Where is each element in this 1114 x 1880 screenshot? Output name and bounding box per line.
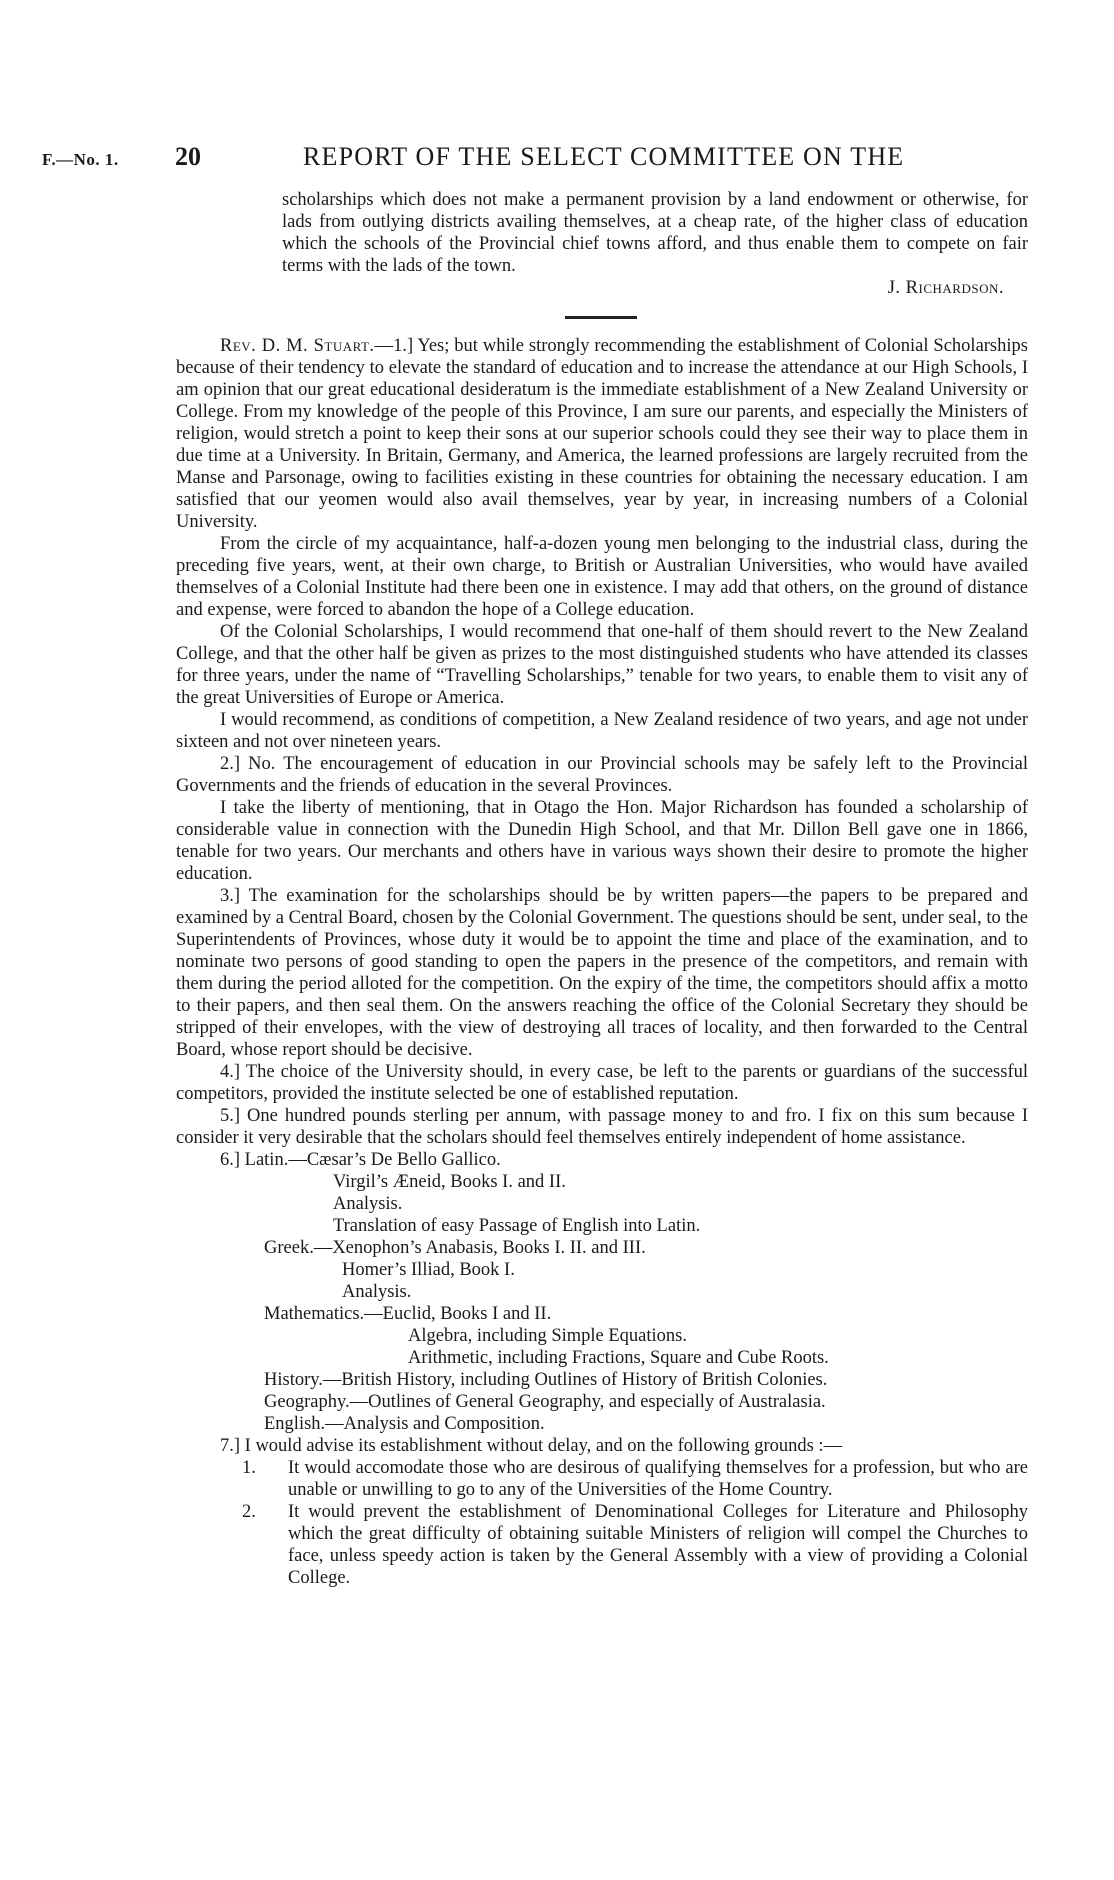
document-reference: F.—No. 1. xyxy=(42,150,119,169)
syllabus-item: Arithmetic, including Fractions, Square and Cube Roots. xyxy=(408,1348,829,1368)
grounds-list xyxy=(176,1457,1028,1589)
stuart-testimony xyxy=(176,335,1028,1589)
paragraph: I take the liberty of mentioning, that in Otago the Hon. Major Richardson has founded a scholarship of considerable value in connection with the Dunedin High School, and that Mr. Dillon Bell gave one in 1866, tenable for two years. Our merchants and others have in various ways shown their desire to promote the higher education. xyxy=(176,798,1028,884)
syllabus-item: Translation of easy Passage of English into Latin. xyxy=(333,1216,701,1236)
signature: J. Richardson. xyxy=(887,278,1004,298)
paragraph-answer-5: 5.] One hundred pounds sterling per annum, with passage money to and fro. I fix on this sum because I consider it very desirable that the scholars should feel themselves entirely independent of home assistance. xyxy=(176,1106,1028,1148)
ground-item xyxy=(176,1457,1028,1501)
paragraph-answer-3: 3.] The examination for the scholarships should be by written papers—the papers to be prepared and examined by a Central Board, chosen by the Colonial Government. The questions should be sent, under seal, to the Superintendents of Provinces, whose duty it would be to appoint the time and place of the examination, and to nominate two persons of good standing to open the papers in the presence of the competitors, and remain with them during the period alloted for the competition. On the expiry of the time, the competitors should affix a motto to their papers, and then seal them. On the answers reaching the office of the Colonial Secretary they should be stripped of their envelopes, with the view of destroying all traces of locality, and then forwarded to the Central Board, whose report should be decisive. xyxy=(176,886,1028,1060)
page-header xyxy=(0,142,1114,178)
syllabus-history: History.—British History, including Outlines of History of British Colonies. xyxy=(264,1370,828,1390)
syllabus-math-heading: Mathematics.—Euclid, Books I and II. xyxy=(264,1304,552,1324)
ground-text: It would prevent the establishment of Denominational Colleges for Literature and Philosophy which the great difficulty of obtaining suitable Ministers of religion will compel the Churches to face, unless speedy action is taken by the General Assembly with a view of providing a Colonial College. xyxy=(288,1502,1028,1588)
syllabus-item: Virgil’s Æneid, Books I. and II. xyxy=(333,1172,566,1192)
opening-paragraph: scholarships which does not make a permanent provision by a land endowment or otherwise, for lads from outlying districts availing themselves, at a cheap rate, of the higher class of education which the schools of the Provincial chief towns afford, and thus enable them to compete on fair terms with the lads of the town. xyxy=(282,190,1028,276)
page-number: 20 xyxy=(175,142,201,171)
syllabus-item: Analysis. xyxy=(333,1194,403,1214)
section-divider xyxy=(565,316,637,319)
paragraph-answer-7: 7.] I would advise its establishment without delay, and on the following grounds :— xyxy=(220,1436,843,1456)
syllabus-latin-heading: 6.] Latin.—Cæsar’s De Bello Gallico. xyxy=(220,1150,501,1170)
syllabus-item: Homer’s Illiad, Book I. xyxy=(342,1260,515,1280)
ground-text: It would accomodate those who are desirous of qualifying themselves for a profession, but who are unable or unwilling to go to any of the Universities of the Home Country. xyxy=(288,1458,1028,1500)
ground-item xyxy=(176,1501,1028,1589)
continued-testimony xyxy=(282,189,1028,299)
paragraph: Of the Colonial Scholarships, I would recommend that one-half of them should revert to the New Zealand College, and that the other half be given as prizes to the most distinguished students who have attended its classes for three years, under the name of “Travelling Scholarships,” tenable for two years, to enable them to visit any of the great Universities of Europe or America. xyxy=(176,622,1028,708)
paragraph-answer-4: 4.] The choice of the University should, in every case, be left to the parents or guardians of the successful competitors, provided the institute selected be one of established reputation. xyxy=(176,1062,1028,1104)
paragraph-answer-1 xyxy=(176,335,1028,533)
paragraph: I would recommend, as conditions of competition, a New Zealand residence of two years, and age not under sixteen and not over nineteen years. xyxy=(176,710,1028,752)
paragraph-answer-2: 2.] No. The encouragement of education in our Provincial schools may be safely left to the Provincial Governments and the friends of education in the several Provinces. xyxy=(176,754,1028,796)
running-title: REPORT OF THE SELECT COMMITTEE ON THE xyxy=(303,142,905,171)
paragraph: From the circle of my acquaintance, half-a-dozen young men belonging to the industrial class, during the preceding five years, went, at their own charge, to British or Australian Universities, who would have availed themselves of a Colonial Institute had there been one in existence. I may add that others, on the ground of distance and expense, were forced to abandon the hope of a College education. xyxy=(176,534,1028,620)
ground-number: 2. xyxy=(242,1502,256,1522)
syllabus-english: English.—Analysis and Composition. xyxy=(264,1414,545,1434)
ground-number: 1. xyxy=(242,1458,256,1478)
syllabus-list xyxy=(176,1149,1028,1435)
syllabus-item: Analysis. xyxy=(342,1282,412,1302)
answer-1-text: —1.] Yes; but while strongly recommending the establishment of Colonial Scholarships because of their tendency to elevate the standard of education and to increase the attendance at our High Schools, I am opinion that our great educational desideratum is the immediate establishment of a New Zealand University or College. From my knowledge of the people of this Province, I am sure our parents, and especially the Ministers of religion, would stretch a point to keep their sons at our superior schools could they see their way to place them in due time at a University. In Britain, Germany, and America, the learned professions are largely recruited from the Manse and Parsonage, owing to facilities existing in these countries for obtaining the necessary education. I am satisfied that our yeomen would also avail themselves, year by year, in increasing numbers of a Colonial University. xyxy=(176,336,1028,532)
syllabus-geography: Geography.—Outlines of General Geography, and especially of Australasia. xyxy=(264,1392,826,1412)
syllabus-greek-heading: Greek.—Xenophon’s Anabasis, Books I. II. and III. xyxy=(264,1238,646,1258)
speaker-name: Rev. D. M. Stuart. xyxy=(220,336,375,356)
syllabus-item: Algebra, including Simple Equations. xyxy=(408,1326,687,1346)
